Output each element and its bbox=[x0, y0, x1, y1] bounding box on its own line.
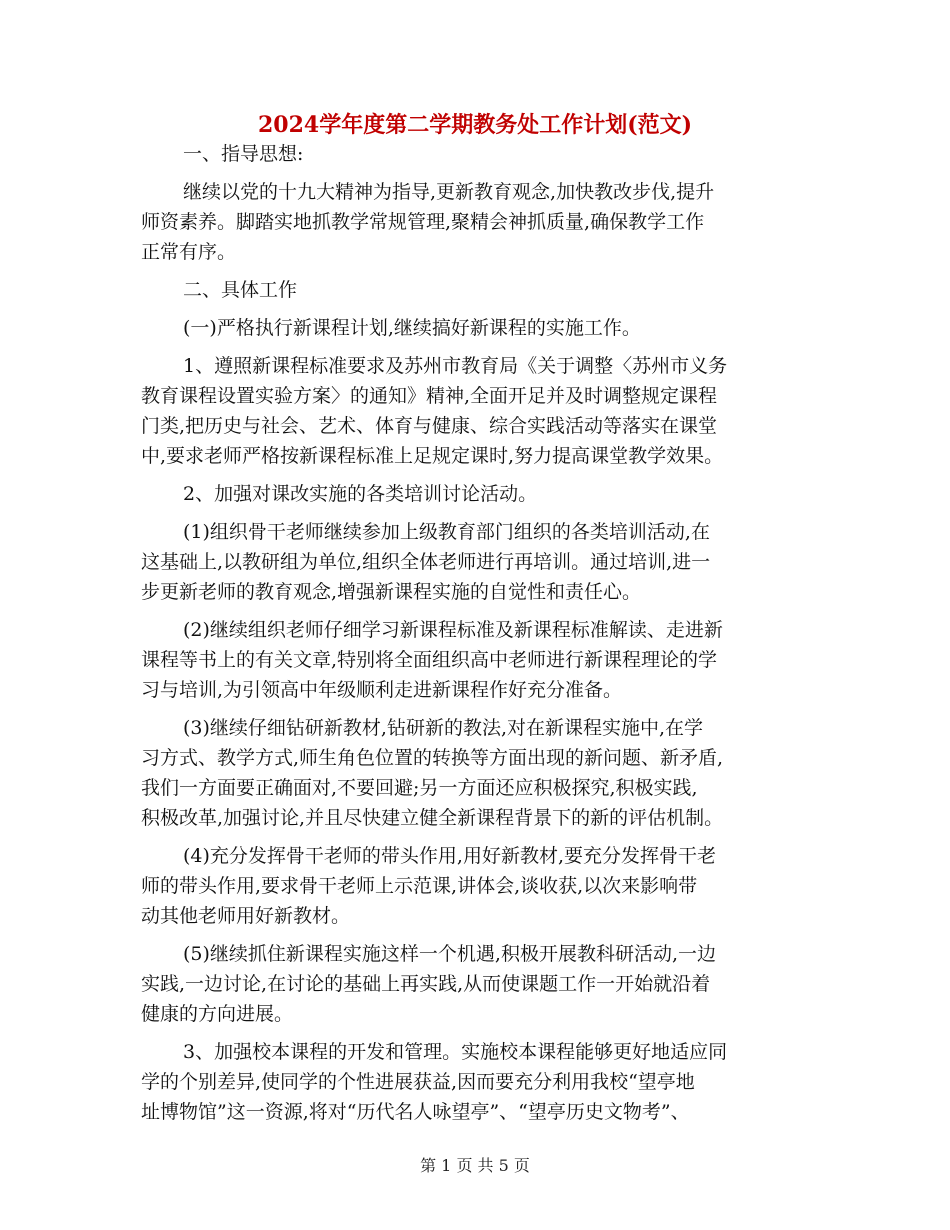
document-body bbox=[141, 139, 821, 1127]
page-footer: 第 1 页 共 5 页 bbox=[420, 1156, 530, 1175]
text-line: 中,要求老师严格按新课程标准上足规定课时,努力提高课堂教学效果。 bbox=[141, 445, 724, 467]
text-line: 动其他老师用好新教材。 bbox=[141, 905, 351, 927]
text-line: 继续以党的十九大精神为指导,更新教育观念,加快教改步伐,提升 bbox=[183, 181, 715, 203]
text-line: 健康的方向进展。 bbox=[141, 1003, 294, 1025]
text-line: 师资素养。脚踏实地抓教学常规管理,聚精会神抓质量,确保教学工作 bbox=[141, 211, 705, 233]
text-line: 一、指导思想: bbox=[183, 143, 304, 165]
text-line: 正常有序。 bbox=[141, 241, 237, 263]
text-line: (一)严格执行新课程计划,继续搞好新课程的实施工作。 bbox=[183, 317, 641, 339]
text-line: 1、遵照新课程标准要求及苏州市教育局《关于调整〈苏州市义务 bbox=[183, 355, 728, 377]
text-line: 习与培训,为引领高中年级顺利走进新课程作好充分准备。 bbox=[141, 679, 623, 701]
text-line: (1)组织骨干老师继续参加上级教育部门组织的各类培训活动,在 bbox=[183, 521, 710, 543]
text-line: 这基础上,以教研组为单位,组织全体老师进行再培训。通过培训,进一 bbox=[141, 551, 711, 573]
text-line: (4)充分发挥骨干老师的带头作用,用好新教材,要充分发挥骨干老 bbox=[183, 845, 716, 867]
text-line: 步更新老师的教育观念,增强新课程实施的自觉性和责任心。 bbox=[141, 581, 642, 603]
text-line: (3)继续仔细钻研新教材,钻研新的教法,对在新课程实施中,在学 bbox=[183, 717, 704, 739]
document-title: 2024学年度第二学期教务处工作计划(范文) bbox=[257, 112, 693, 138]
text-line: 学的个别差异,使同学的个性进展获益,因而要充分利用我校“望亭地 bbox=[141, 1071, 695, 1093]
text-line: 我们一方面要正确面对,不要回避;另一方面还应积极探究,积极实践, bbox=[141, 777, 698, 799]
text-line: 址博物馆”这一资源,将对“历代名人咏望亭”、“望亭历史文物考”、 bbox=[141, 1101, 690, 1123]
text-line: (5)继续抓住新课程实施这样一个机遇,积极开展教科研活动,一边 bbox=[183, 943, 716, 965]
text-line: 二、具体工作 bbox=[183, 279, 298, 301]
text-line: (2)继续组织老师仔细学习新课程标准及新课程标准解读、走进新 bbox=[183, 619, 723, 641]
text-line: 3、加强校本课程的开发和管理。实施校本课程能够更好地适应同 bbox=[183, 1041, 728, 1063]
text-line: 实践,一边讨论,在讨论的基础上再实践,从而使课题工作一开始就沿着 bbox=[141, 973, 711, 995]
text-line: 课程等书上的有关文章,特别将全面组织高中老师进行新课程理论的学 bbox=[141, 649, 718, 671]
text-line: 师的带头作用,要求骨干老师上示范课,讲体会,谈收获,以次来影响带 bbox=[141, 875, 698, 897]
text-line: 积极改革,加强讨论,并且尽快建立健全新课程背景下的新的评估机制。 bbox=[141, 807, 724, 829]
text-line: 门类,把历史与社会、艺术、体育与健康、综合实践活动等落实在课堂 bbox=[141, 415, 718, 437]
text-line: 2、加强对课改实施的各类培训讨论活动。 bbox=[183, 483, 538, 505]
text-line: 教育课程设置实验方案〉的通知》精神,全面开足并及时调整规定课程 bbox=[141, 385, 718, 407]
text-line: 习方式、教学方式,师生角色位置的转换等方面出现的新问题、新矛盾, bbox=[141, 747, 724, 769]
